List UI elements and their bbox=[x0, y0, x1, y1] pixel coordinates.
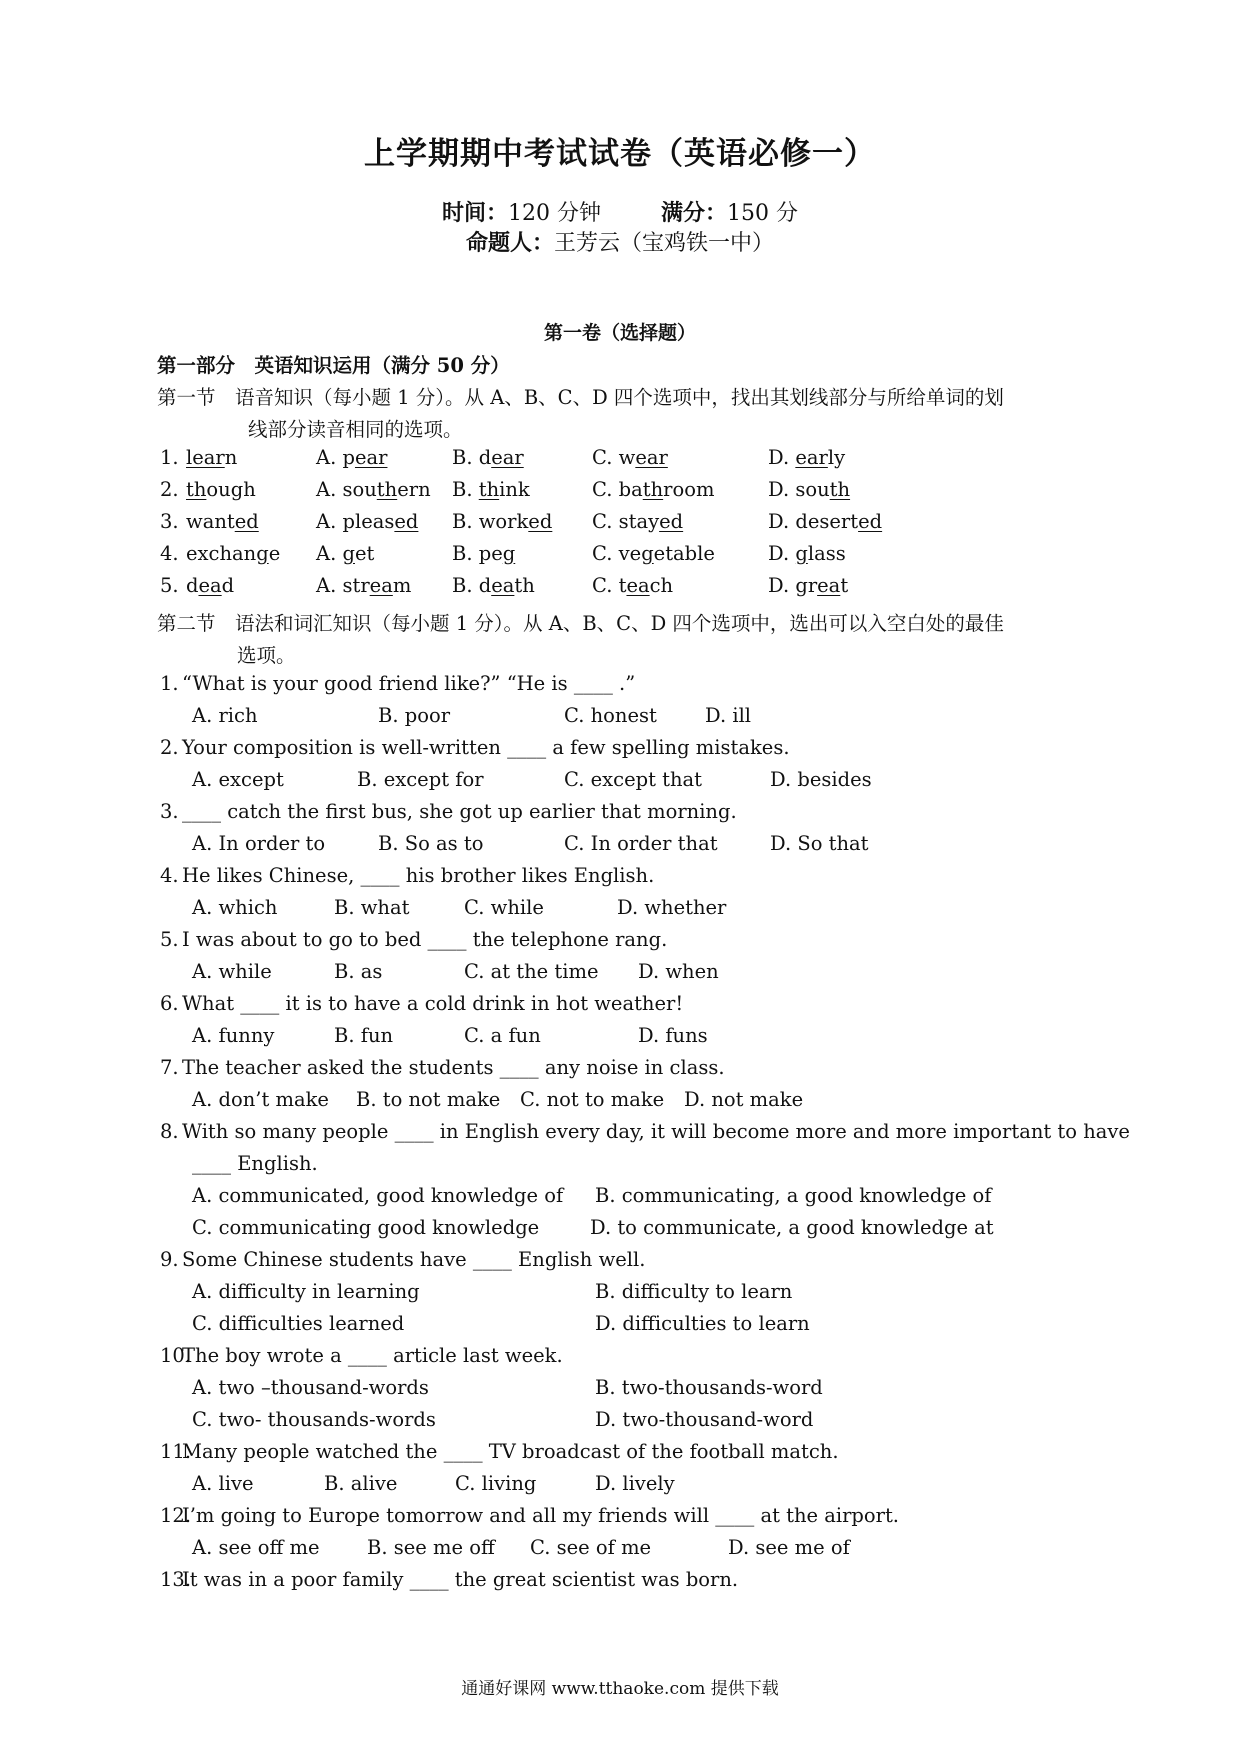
answer-option-b: B. difficulty to learn bbox=[595, 1280, 793, 1303]
question-number: 5. bbox=[160, 928, 179, 951]
question-number: 1. bbox=[160, 672, 179, 695]
answer-option-a: A. don’t make bbox=[192, 1088, 329, 1111]
word-part: D. bbox=[768, 542, 796, 565]
phonetics-question-number: 5. bbox=[160, 574, 179, 597]
question-number: 3. bbox=[160, 800, 179, 823]
underlined-letters: ear bbox=[354, 446, 388, 469]
word-part: D. bbox=[768, 446, 796, 469]
answer-option-a: A. In order to bbox=[192, 832, 326, 855]
underlined-letters: g bbox=[342, 542, 355, 565]
answer-option-a: A. see off me bbox=[192, 1536, 320, 1559]
word-part: C. stay bbox=[592, 510, 660, 533]
word-part: d bbox=[221, 574, 235, 597]
underlined-letters: ea bbox=[491, 574, 515, 597]
answer-option-c: C. except that bbox=[564, 768, 702, 791]
word-part: exchan bbox=[186, 542, 257, 565]
phonetics-option-a bbox=[316, 446, 387, 469]
answer-option-d: D. see me of bbox=[728, 1536, 850, 1559]
time-label: 时间： bbox=[441, 200, 508, 226]
word-part: ough bbox=[206, 478, 256, 501]
answer-option-d: D. two-thousand-word bbox=[595, 1408, 814, 1431]
word-part: lass bbox=[807, 542, 846, 565]
word-part: A. p bbox=[316, 446, 355, 469]
question-number: 13. bbox=[160, 1568, 192, 1591]
word-part: room bbox=[663, 478, 715, 501]
answer-option-d: D. lively bbox=[595, 1472, 675, 1495]
underlined-letters: ed bbox=[659, 510, 684, 533]
word-part: t bbox=[840, 574, 849, 597]
answer-option-a: A. communicated, good knowledge of bbox=[192, 1184, 564, 1207]
part1-heading: 第一部分 英语知识运用（满分 50 分） bbox=[157, 354, 510, 377]
answer-option-c: C. living bbox=[455, 1472, 537, 1495]
word-part: D. gr bbox=[768, 574, 818, 597]
underlined-letters: th bbox=[478, 478, 500, 501]
answer-option-a: A. except bbox=[192, 768, 284, 791]
question-stem: With so many people ____ in English every day, it will become more and more important to have bbox=[182, 1120, 1130, 1143]
word-part: ch bbox=[649, 574, 674, 597]
answer-option-c: C. honest bbox=[564, 704, 657, 727]
answer-option-c: C. not to make bbox=[520, 1088, 665, 1111]
answer-option-d: D. ill bbox=[705, 704, 752, 727]
underlined-letters: ed bbox=[234, 510, 259, 533]
underlined-letters: g bbox=[502, 542, 516, 565]
phonetics-question-number: 4. bbox=[160, 542, 179, 565]
answer-option-d: D. difficulties to learn bbox=[595, 1312, 810, 1335]
score-value: 150 分 bbox=[727, 201, 799, 226]
underlined-letters: ea bbox=[198, 574, 222, 597]
phonetics-option-c bbox=[592, 478, 714, 501]
word-part: d bbox=[186, 574, 199, 597]
word-part: C. w bbox=[592, 446, 636, 469]
answer-option-a: A. two –thousand-words bbox=[192, 1376, 429, 1399]
word-part: ern bbox=[397, 478, 431, 501]
phonetics-option-d bbox=[768, 542, 846, 565]
answer-option-d: D. whether bbox=[617, 896, 727, 919]
phonetics-word bbox=[186, 510, 259, 533]
section1-intro-line1: 第一节 语音知识（每小题 1 分）。从 A、B、C、D 四个选项中，找出其划线部分与所给单词的划 bbox=[157, 386, 1004, 409]
question-number: 12. bbox=[160, 1504, 192, 1527]
answer-option-b: B. except for bbox=[357, 768, 484, 791]
question-stem: Many people watched the ____ TV broadcast of the football match. bbox=[182, 1440, 839, 1463]
word-part: A. str bbox=[316, 574, 370, 597]
word-part: C. t bbox=[592, 574, 627, 597]
underlined-letters: th bbox=[829, 478, 851, 501]
underlined-letters: ea bbox=[369, 574, 393, 597]
word-part: D. sou bbox=[768, 478, 830, 501]
word-part: n bbox=[224, 446, 238, 469]
underlined-letters: th bbox=[186, 478, 207, 501]
question-stem: I’m going to Europe tomorrow and all my friends will ____ at the airport. bbox=[182, 1504, 900, 1527]
question-stem: What ____ it is to have a cold drink in hot weather! bbox=[182, 992, 684, 1015]
word-part: ly bbox=[827, 446, 846, 469]
underlined-letters: lear bbox=[186, 446, 225, 469]
underlined-letters: g bbox=[641, 542, 654, 565]
question-number: 6. bbox=[160, 992, 179, 1015]
answer-option-d: D. besides bbox=[770, 768, 872, 791]
word-part: ink bbox=[499, 478, 530, 501]
answer-option-b: B. two-thousands-word bbox=[595, 1376, 823, 1399]
question-number: 10. bbox=[160, 1344, 192, 1367]
word-part: B. bbox=[452, 478, 479, 501]
answer-option-d: D. not make bbox=[684, 1088, 804, 1111]
word-part: B. pe bbox=[452, 542, 503, 565]
answer-option-a: A. rich bbox=[192, 704, 258, 727]
phonetics-option-d bbox=[768, 446, 845, 469]
word-part: et bbox=[354, 542, 375, 565]
answer-option-c: C. a fun bbox=[464, 1024, 541, 1047]
answer-option-b: B. to not make bbox=[356, 1088, 501, 1111]
exam-title: 上学期期中考试试卷（英语必修一） bbox=[364, 136, 876, 172]
word-part: A. sou bbox=[316, 478, 377, 501]
phonetics-option-a bbox=[316, 510, 418, 533]
word-part: C. ba bbox=[592, 478, 643, 501]
answer-option-a: A. funny bbox=[192, 1024, 275, 1047]
phonetics-option-c bbox=[592, 510, 683, 533]
author-label: 命题人： bbox=[465, 230, 554, 256]
answer-option-a: A. which bbox=[192, 896, 278, 919]
question-number: 11. bbox=[160, 1440, 192, 1463]
answer-option-d: D. So that bbox=[770, 832, 869, 855]
question-number: 2. bbox=[160, 736, 179, 759]
word-part: B. d bbox=[452, 446, 492, 469]
answer-option-c: C. at the time bbox=[464, 960, 599, 983]
answer-option-d: D. funs bbox=[638, 1024, 708, 1047]
phonetics-option-d bbox=[768, 478, 850, 501]
question-number: 4. bbox=[160, 864, 179, 887]
answer-option-b: B. poor bbox=[378, 704, 451, 727]
phonetics-option-d bbox=[768, 510, 882, 533]
answer-option-d: D. to communicate, a good knowledge at bbox=[590, 1216, 994, 1239]
answer-option-b: B. communicating, a good knowledge of bbox=[595, 1184, 992, 1207]
phonetics-option-c bbox=[592, 446, 668, 469]
answer-option-a: A. while bbox=[192, 960, 272, 983]
question-stem: It was in a poor family ____ the great scientist was born. bbox=[182, 1568, 739, 1591]
word-part: A. bbox=[316, 542, 343, 565]
answer-option-c: C. while bbox=[464, 896, 544, 919]
question-stem: The teacher asked the students ____ any noise in class. bbox=[182, 1056, 725, 1079]
underlined-letters: th bbox=[376, 478, 398, 501]
phonetics-option-d bbox=[768, 574, 848, 597]
answer-option-b: B. as bbox=[334, 960, 383, 983]
phonetics-word bbox=[186, 446, 237, 469]
word-part: th bbox=[514, 574, 535, 597]
answer-option-b: B. So as to bbox=[378, 832, 484, 855]
section1-intro-line2: 线部分读音相同的选项。 bbox=[248, 418, 463, 441]
word-part: B. work bbox=[452, 510, 529, 533]
answer-option-c: C. In order that bbox=[564, 832, 718, 855]
answer-option-d: D. when bbox=[638, 960, 719, 983]
phonetics-question-number: 3. bbox=[160, 510, 179, 533]
phonetics-option-b bbox=[452, 510, 552, 533]
phonetics-question-number: 2. bbox=[160, 478, 179, 501]
word-part: C. ve bbox=[592, 542, 642, 565]
phonetics-word bbox=[186, 478, 256, 501]
time-value: 120 分钟 bbox=[508, 201, 601, 226]
phonetics-word bbox=[186, 542, 280, 565]
word-part: D. desert bbox=[768, 510, 859, 533]
underlined-letters: ed bbox=[858, 510, 883, 533]
underlined-letters: ea bbox=[817, 574, 841, 597]
question-stem: The boy wrote a ____ article last week. bbox=[182, 1344, 563, 1367]
answer-option-c: C. two- thousands-words bbox=[192, 1408, 436, 1431]
phonetics-option-b bbox=[452, 446, 524, 469]
underlined-letters: g bbox=[795, 542, 808, 565]
word-part: etable bbox=[653, 542, 715, 565]
question-stem: He likes Chinese, ____ his brother likes English. bbox=[182, 864, 655, 887]
underlined-letters: ed bbox=[394, 510, 419, 533]
question-stem-continued: ____ English. bbox=[192, 1152, 318, 1175]
volume-heading: 第一卷（选择题） bbox=[543, 322, 696, 344]
page-footer: 通通好课网 www.tthaoke.com 提供下载 bbox=[461, 1679, 779, 1699]
phonetics-option-a bbox=[316, 478, 431, 501]
phonetics-option-c bbox=[592, 574, 673, 597]
answer-option-a: A. live bbox=[192, 1472, 254, 1495]
question-number: 7. bbox=[160, 1056, 179, 1079]
answer-option-b: B. fun bbox=[334, 1024, 394, 1047]
question-stem: “What is your good friend like?” “He is ____ .” bbox=[182, 672, 636, 695]
author-value: 王芳云（宝鸡铁一中） bbox=[554, 231, 775, 256]
answer-option-b: B. what bbox=[334, 896, 410, 919]
phonetics-question-number: 1. bbox=[160, 446, 179, 469]
underlined-letters: ear bbox=[635, 446, 668, 469]
phonetics-word bbox=[186, 574, 234, 597]
phonetics-option-c bbox=[592, 542, 715, 565]
phonetics-option-b bbox=[452, 478, 530, 501]
underlined-letters: ear bbox=[491, 446, 524, 469]
question-stem: I was about to go to bed ____ the telephone rang. bbox=[182, 928, 668, 951]
answer-option-c: C. communicating good knowledge bbox=[192, 1216, 540, 1239]
answer-option-c: C. difficulties learned bbox=[192, 1312, 405, 1335]
answer-option-c: C. see of me bbox=[530, 1536, 652, 1559]
answer-option-b: B. alive bbox=[324, 1472, 398, 1495]
exam-author bbox=[0, 226, 1240, 257]
question-stem: Some Chinese students have ____ English well. bbox=[182, 1248, 646, 1271]
underlined-letters: ed bbox=[528, 510, 553, 533]
exam-time-score bbox=[0, 196, 1240, 227]
underlined-letters: ear bbox=[795, 446, 828, 469]
word-part: A. pleas bbox=[316, 510, 395, 533]
question-stem: Your composition is well-written ____ a few spelling mistakes. bbox=[182, 736, 790, 759]
word-part: m bbox=[392, 574, 412, 597]
underlined-letters: g bbox=[256, 542, 269, 565]
word-part: B. d bbox=[452, 574, 492, 597]
question-number: 9. bbox=[160, 1248, 179, 1271]
question-number: 8. bbox=[160, 1120, 179, 1143]
phonetics-option-a bbox=[316, 542, 374, 565]
answer-option-a: A. difficulty in learning bbox=[192, 1280, 420, 1303]
phonetics-option-a bbox=[316, 574, 411, 597]
section2-intro-line1: 第二节 语法和词汇知识（每小题 1 分）。从 A、B、C、D 四个选项中，选出可以入空白处的最佳 bbox=[157, 612, 1004, 635]
section2-intro-line2: 选项。 bbox=[237, 644, 296, 667]
answer-option-b: B. see me off bbox=[367, 1536, 495, 1559]
underlined-letters: ea bbox=[626, 574, 650, 597]
word-part: e bbox=[268, 542, 281, 565]
question-stem: ____ catch the first bus, she got up earlier that morning. bbox=[182, 800, 737, 823]
word-part: want bbox=[186, 510, 235, 533]
score-label: 满分： bbox=[661, 200, 728, 226]
phonetics-option-b bbox=[452, 574, 535, 597]
underlined-letters: th bbox=[642, 478, 664, 501]
phonetics-option-b bbox=[452, 542, 515, 565]
